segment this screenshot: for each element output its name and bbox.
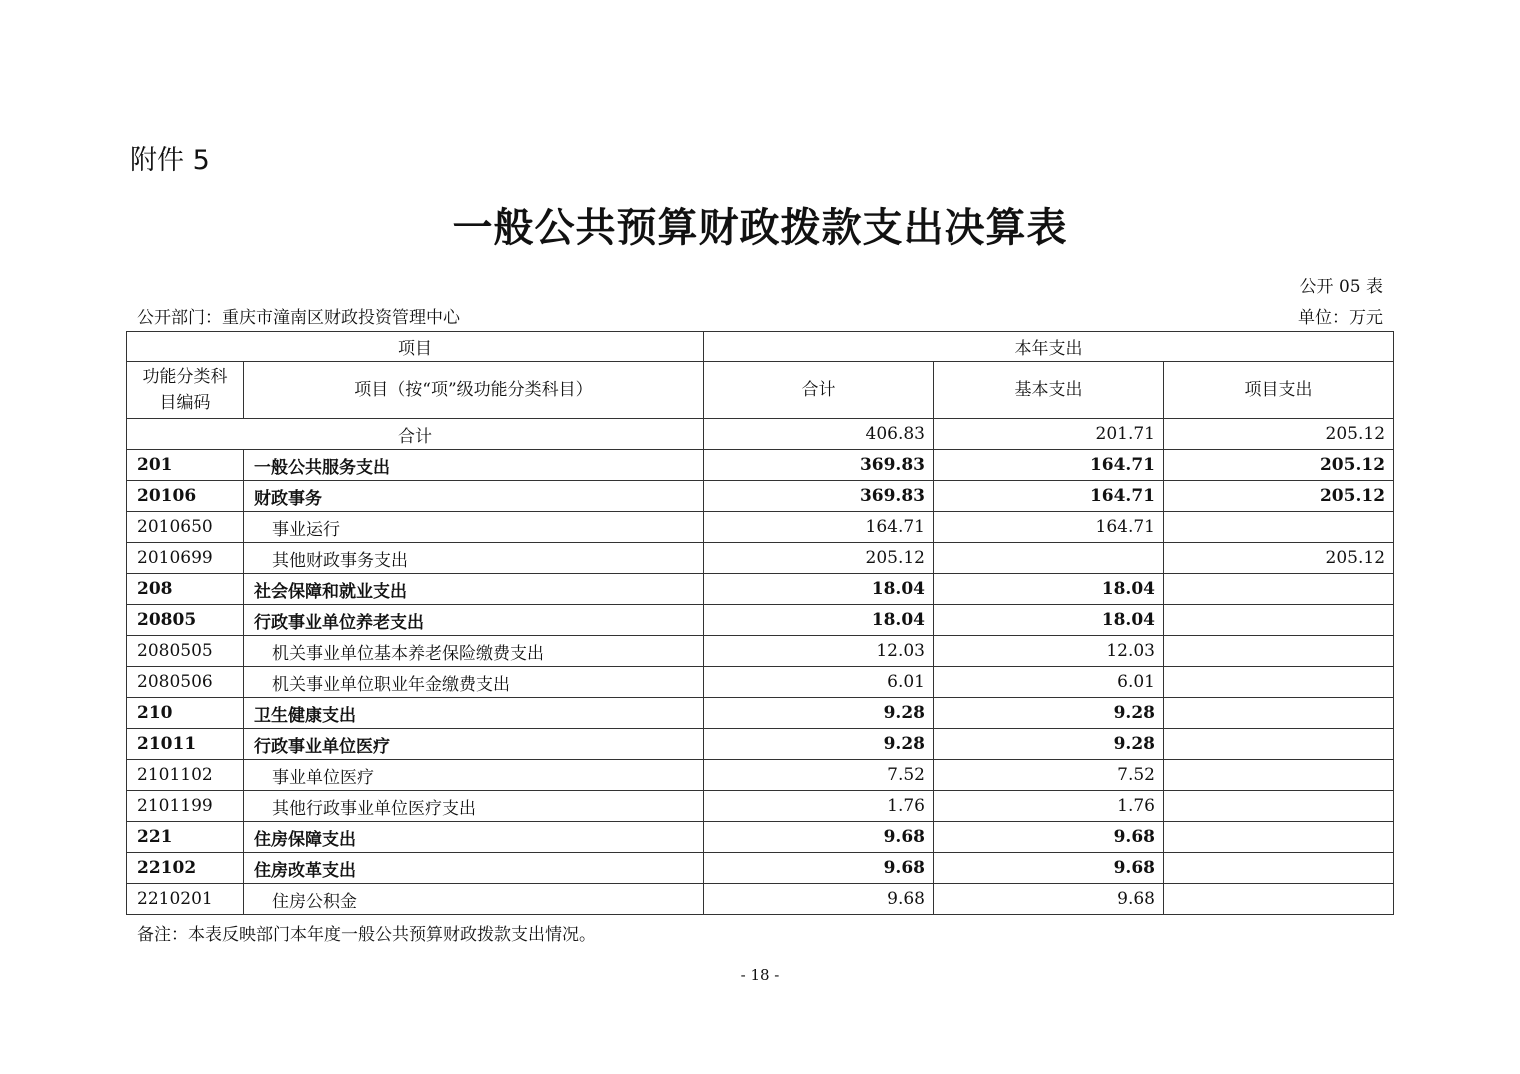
header-current-year: 本年支出 (704, 332, 1394, 362)
row-project: 205.12 (1164, 481, 1394, 512)
row-total: 205.12 (704, 543, 934, 574)
row-basic (934, 543, 1164, 574)
row-code: 20106 (127, 481, 244, 512)
table-note: 备注：本表反映部门本年度一般公共预算财政拨款支出情况。 (137, 925, 596, 945)
unit-label: 单位：万元 (1298, 308, 1383, 328)
row-project: 205.12 (1164, 450, 1394, 481)
table-row (127, 574, 1394, 605)
header-total: 合计 (704, 362, 934, 419)
table-row (127, 760, 1394, 791)
header-row-2 (127, 362, 1394, 419)
page-title: 一般公共预算财政拨款支出决算表 (452, 204, 1068, 251)
row-basic: 9.28 (934, 698, 1164, 729)
header-name: 项目（按“项”级功能分类科目） (244, 362, 704, 419)
row-code: 208 (127, 574, 244, 605)
row-name: 事业单位医疗 (244, 760, 704, 791)
row-project (1164, 791, 1394, 822)
row-code: 210 (127, 698, 244, 729)
row-total: 369.83 (704, 450, 934, 481)
table-row (127, 605, 1394, 636)
row-basic: 164.71 (934, 450, 1164, 481)
row-basic: 9.28 (934, 729, 1164, 760)
total-amount: 406.83 (704, 419, 934, 450)
row-basic: 9.68 (934, 822, 1164, 853)
row-name: 行政事业单位医疗 (244, 729, 704, 760)
row-basic: 7.52 (934, 760, 1164, 791)
row-project (1164, 512, 1394, 543)
row-basic: 164.71 (934, 481, 1164, 512)
row-total: 1.76 (704, 791, 934, 822)
row-project (1164, 822, 1394, 853)
row-project (1164, 884, 1394, 915)
row-project (1164, 636, 1394, 667)
table-row (127, 450, 1394, 481)
row-name: 住房改革支出 (244, 853, 704, 884)
row-code: 2080506 (127, 667, 244, 698)
table-row (127, 481, 1394, 512)
table-body (127, 450, 1394, 915)
row-name: 一般公共服务支出 (244, 450, 704, 481)
row-basic: 9.68 (934, 884, 1164, 915)
table-row (127, 729, 1394, 760)
attachment-label: 附件 5 (130, 145, 210, 176)
row-name: 机关事业单位基本养老保险缴费支出 (244, 636, 704, 667)
row-code: 20805 (127, 605, 244, 636)
header-item: 项目 (127, 332, 704, 362)
total-basic: 201.71 (934, 419, 1164, 450)
row-project (1164, 760, 1394, 791)
table-row (127, 791, 1394, 822)
row-basic: 18.04 (934, 605, 1164, 636)
total-row (127, 419, 1394, 450)
row-basic: 12.03 (934, 636, 1164, 667)
row-total: 9.68 (704, 822, 934, 853)
table-row (127, 543, 1394, 574)
row-name: 住房保障支出 (244, 822, 704, 853)
row-total: 369.83 (704, 481, 934, 512)
row-code: 2101102 (127, 760, 244, 791)
department-label: 公开部门：重庆市潼南区财政投资管理中心 (137, 308, 460, 328)
row-basic: 1.76 (934, 791, 1164, 822)
header-code-line2: 目编码 (159, 393, 211, 413)
row-total: 12.03 (704, 636, 934, 667)
row-total: 9.28 (704, 698, 934, 729)
row-name: 社会保障和就业支出 (244, 574, 704, 605)
row-name: 其他财政事务支出 (244, 543, 704, 574)
row-basic: 164.71 (934, 512, 1164, 543)
row-name: 财政事务 (244, 481, 704, 512)
row-code: 201 (127, 450, 244, 481)
row-name: 事业运行 (244, 512, 704, 543)
page-number: - 18 - (740, 966, 780, 984)
row-total: 18.04 (704, 574, 934, 605)
row-code: 2010699 (127, 543, 244, 574)
row-project: 205.12 (1164, 543, 1394, 574)
table-row (127, 667, 1394, 698)
row-project (1164, 605, 1394, 636)
row-project (1164, 574, 1394, 605)
table-row (127, 698, 1394, 729)
budget-table (126, 331, 1394, 915)
total-project: 205.12 (1164, 419, 1394, 450)
row-total: 7.52 (704, 760, 934, 791)
row-project (1164, 729, 1394, 760)
row-name: 行政事业单位养老支出 (244, 605, 704, 636)
row-total: 6.01 (704, 667, 934, 698)
row-code: 2210201 (127, 884, 244, 915)
row-project (1164, 698, 1394, 729)
row-basic: 18.04 (934, 574, 1164, 605)
row-name: 其他行政事业单位医疗支出 (244, 791, 704, 822)
row-name: 住房公积金 (244, 884, 704, 915)
row-basic: 6.01 (934, 667, 1164, 698)
header-project: 项目支出 (1164, 362, 1394, 419)
table-row (127, 512, 1394, 543)
row-name: 机关事业单位职业年金缴费支出 (244, 667, 704, 698)
row-project (1164, 667, 1394, 698)
row-code: 22102 (127, 853, 244, 884)
row-project (1164, 853, 1394, 884)
total-label: 合计 (127, 419, 704, 450)
row-basic: 9.68 (934, 853, 1164, 884)
header-row-1 (127, 332, 1394, 362)
row-total: 9.68 (704, 853, 934, 884)
row-total: 9.28 (704, 729, 934, 760)
form-number: 公开 05 表 (1299, 277, 1383, 297)
row-code: 21011 (127, 729, 244, 760)
row-total: 164.71 (704, 512, 934, 543)
row-total: 18.04 (704, 605, 934, 636)
row-code: 2080505 (127, 636, 244, 667)
row-code: 2010650 (127, 512, 244, 543)
row-code: 221 (127, 822, 244, 853)
table-row (127, 853, 1394, 884)
table-row (127, 636, 1394, 667)
row-total: 9.68 (704, 884, 934, 915)
header-code-line1: 功能分类科 (142, 367, 228, 387)
header-code (127, 362, 244, 419)
header-basic: 基本支出 (934, 362, 1164, 419)
table-row (127, 884, 1394, 915)
table-row (127, 822, 1394, 853)
row-name: 卫生健康支出 (244, 698, 704, 729)
row-code: 2101199 (127, 791, 244, 822)
